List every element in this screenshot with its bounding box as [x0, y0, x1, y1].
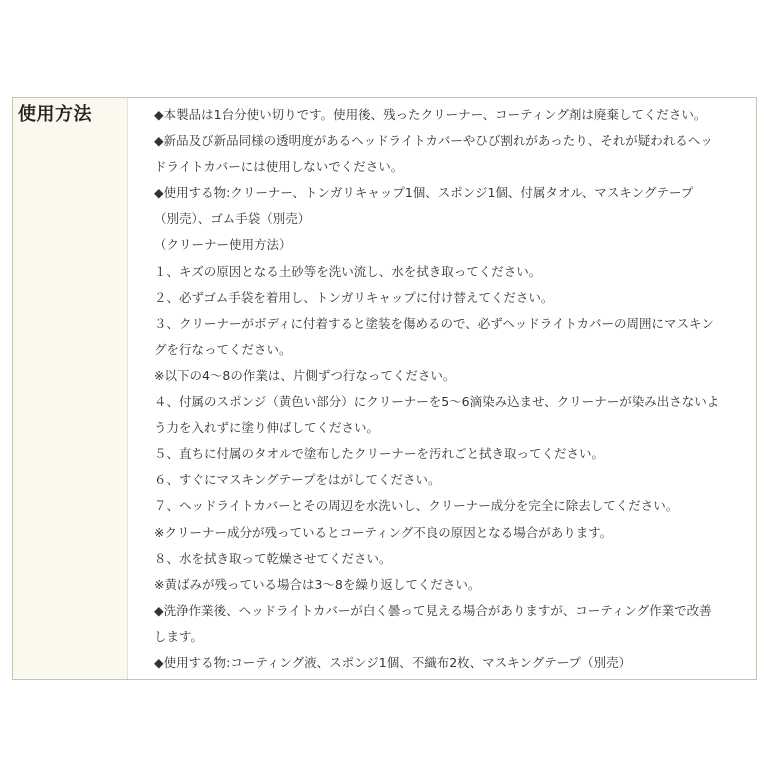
instruction-line: ◆洗浄作業後、ヘッドライトカバーが白く曇って見える場合がありますが、コーティング作業で改善 [154, 602, 712, 618]
instruction-line: します。 [154, 628, 204, 644]
instruction-line: （別売）、ゴム手袋（別売） [154, 211, 311, 227]
instruction-line: １、キズの原因となる土砂等を洗い流し、水を拭き取ってください。 [154, 263, 542, 279]
instruction-line: ６、すぐにマスキングテープをはがしてください。 [154, 472, 441, 488]
section-label-cell [13, 98, 128, 679]
instruction-line: ７、ヘッドライトカバーとその周辺を水洗いし、クリーナー成分を完全に除去してください。 [154, 498, 679, 514]
instruction-line: ◆新品及び新品同様の透明度があるヘッドライトカバーやひび割れがあったり、それが疑われるヘッ [154, 133, 713, 149]
instruction-line: ◆使用する物:クリーナー、トンガリキャップ1個、スポンジ1個、付属タオル、マスキングテープ [154, 185, 694, 201]
instruction-line: （クリーナー使用方法） [154, 237, 292, 253]
instructions-content [128, 98, 756, 679]
usage-instructions-table [12, 97, 757, 680]
instruction-line: う力を入れずに塗り伸ばしてください。 [154, 420, 380, 436]
instruction-line: ２、必ずゴム手袋を着用し、トンガリキャップに付け替えてください。 [154, 289, 554, 305]
instruction-line: ８、水を拭き取って乾燥させてください。 [154, 550, 392, 566]
instruction-line: ３、クリーナーがボディに付着すると塗装を傷めるので、必ずヘッドライトカバーの周囲にマスキン [154, 315, 714, 331]
instruction-line: ◆使用する物:コーティング液、スポンジ1個、不織布2枚、マスキングテープ（別売） [154, 654, 632, 670]
instruction-line: ※クリーナー成分が残っているとコーティング不良の原因となる場合があります。 [154, 524, 613, 540]
instruction-line: ※黄ばみが残っている場合は3～8を繰り返してください。 [154, 576, 481, 592]
section-title: 使用方法 [18, 104, 92, 125]
instruction-line: ◆本製品は1台分使い切りです。使用後、残ったクリーナー、コーティング剤は廃棄してください。 [154, 107, 707, 122]
instruction-line: グを行なってください。 [154, 341, 292, 357]
instruction-line: ４、付属のスポンジ（黄色い部分）にクリーナーを5～6滴染み込ませ、クリーナーが染み出さないよ [154, 394, 720, 410]
instruction-line: ドライトカバーには使用しないでください。 [154, 159, 404, 175]
instruction-line: ※以下の4～8の作業は、片側ずつ行なってください。 [154, 367, 456, 383]
instruction-line: ５、直ちに付属のタオルで塗布したクリーナーを汚れごと拭き取ってください。 [154, 446, 605, 462]
